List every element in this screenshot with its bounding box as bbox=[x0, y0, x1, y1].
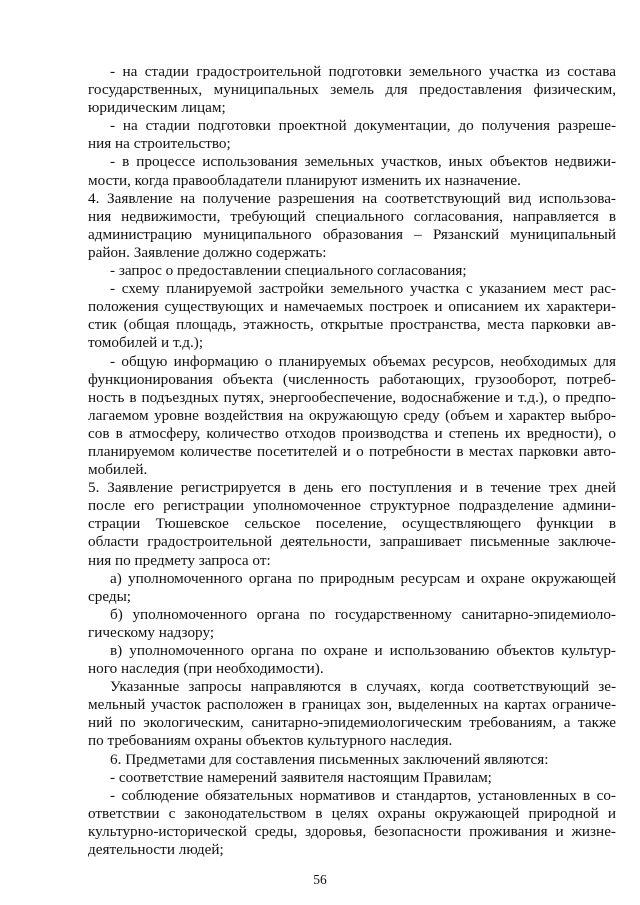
paragraph-15 bbox=[88, 787, 616, 859]
text-line: гическому надзору; bbox=[88, 623, 215, 641]
text-line: Указанные запросы направляются в случаях, когда соответствующий зе- bbox=[110, 678, 616, 696]
text-line: - в процессе использования земельных участков, иных объектов недвижи- bbox=[110, 153, 616, 171]
paragraph-3 bbox=[88, 153, 616, 189]
text-line: - схему планируемой застройки земельного участка с указанием мест рас- bbox=[110, 280, 616, 298]
text-line: мобилей. bbox=[88, 461, 148, 479]
text-line: - общую информацию о планируемых объемах ресурсов, необходимых для bbox=[110, 352, 616, 370]
text-line: по требованиям охраны объектов культурного наследия. bbox=[88, 732, 453, 750]
text-line: мельный участок расположен в границах зон, выделенных на картах ограниче- bbox=[88, 696, 616, 714]
text-line: мости, когда правообладатели планируют изменить их назначение. bbox=[88, 171, 521, 189]
paragraph-5 bbox=[88, 262, 616, 280]
text-line: 5. Заявление регистрируется в день его поступления и в течение трех дней bbox=[88, 479, 616, 497]
page-number: 56 bbox=[313, 872, 327, 887]
paragraph-10 bbox=[88, 606, 616, 642]
text-line: - на стадии градостроительной подготовки земельного участка из состава bbox=[110, 63, 616, 80]
text-line: сов в атмосферу, количество отходов производства и степень их вредности), о bbox=[88, 424, 616, 442]
paragraph-9 bbox=[88, 570, 616, 606]
text-line: культурно-исторической среды, здоровья, безопасности проживания и жизне- bbox=[88, 822, 616, 840]
text-line: среды; bbox=[88, 587, 132, 605]
text-line: в) уполномоченного органа по охране и использованию объектов культур- bbox=[110, 642, 616, 659]
text-line: - соблюдение обязательных нормативов и стандартов, установленных в со- bbox=[110, 786, 616, 804]
paragraph-1 bbox=[88, 63, 616, 117]
text-line: страции Тюшевское сельское поселение, осуществляющего функции в bbox=[88, 515, 616, 533]
text-line: б) уполномоченного органа по государственному санитарно-эпидемиоло- bbox=[110, 605, 616, 623]
text-line: ответствии с законодательством в целях охраны окружающей природной и bbox=[88, 804, 616, 822]
paragraph-6 bbox=[88, 280, 616, 352]
text-line: а) уполномоченного органа по природным ресурсам и охране окружающей bbox=[110, 569, 616, 587]
text-line: лагаемом уровне воздействия на окружающую среду (объем и характер выбро- bbox=[88, 406, 616, 424]
text-line: государственных, муниципальных земель для предоставления физическим, bbox=[88, 81, 616, 99]
text-line: - на стадии подготовки проектной документации, до получения разреше- bbox=[110, 117, 616, 135]
text-line: ность в подъездных путях, энергообеспечение, водоснабжение и т.д.), о предпо- bbox=[88, 388, 616, 406]
paragraph-12 bbox=[88, 678, 616, 750]
paragraph-2 bbox=[88, 117, 616, 153]
text-line: области градостроительной деятельности, запрашивает письменные заключе- bbox=[88, 533, 616, 551]
text-line: ний по экологическим, санитарно-эпидемиологическим требованиям, а также bbox=[88, 714, 616, 732]
text-line: томобилей и т.д.); bbox=[88, 334, 204, 352]
text-line: ния недвижимости, требующий специального согласования, направляется в bbox=[88, 207, 616, 225]
text-line: район. Заявление должно содержать: bbox=[88, 243, 327, 261]
text-line: администрацию муниципального образования – Рязанский муниципальный bbox=[88, 225, 616, 243]
text-line: - запрос о предоставлении специального согласования; bbox=[110, 262, 467, 280]
text-line: ного наследия (при необходимости). bbox=[88, 660, 324, 678]
text-line: ния по предмету запроса от: bbox=[88, 551, 271, 569]
text-line: функционирования объекта (численность работающих, грузооборот, потреб- bbox=[88, 370, 616, 388]
paragraph-14 bbox=[88, 769, 616, 787]
paragraph-7 bbox=[88, 353, 616, 480]
paragraph-11 bbox=[88, 642, 616, 678]
text-line: деятельности людей; bbox=[88, 841, 224, 859]
text-line: стик (общая площадь, этажность, открытые пространства, места парковки ав- bbox=[88, 316, 616, 334]
text-line: 4. Заявление на получение разрешения на соответствующий вид использова- bbox=[88, 189, 616, 207]
text-line: - соответствие намерений заявителя настоящим Правилам; bbox=[110, 768, 492, 786]
text-line: планируемом количестве посетителей и о потребности в местах парковки авто- bbox=[88, 442, 616, 460]
paragraph-8 bbox=[88, 479, 616, 569]
text-line: 6. Предметами для составления письменных заключений являются: bbox=[110, 750, 549, 768]
paragraph-4 bbox=[88, 190, 616, 262]
paragraph-13 bbox=[88, 751, 616, 769]
text-line: ния на строительство; bbox=[88, 135, 231, 153]
document-body bbox=[88, 63, 616, 859]
text-line: положения существующих и намечаемых построек и описанием их характери- bbox=[88, 298, 616, 316]
text-line: юридическим лицам; bbox=[88, 99, 226, 117]
text-line: после его регистрации уполномоченное структурное подразделение админи- bbox=[88, 497, 616, 515]
